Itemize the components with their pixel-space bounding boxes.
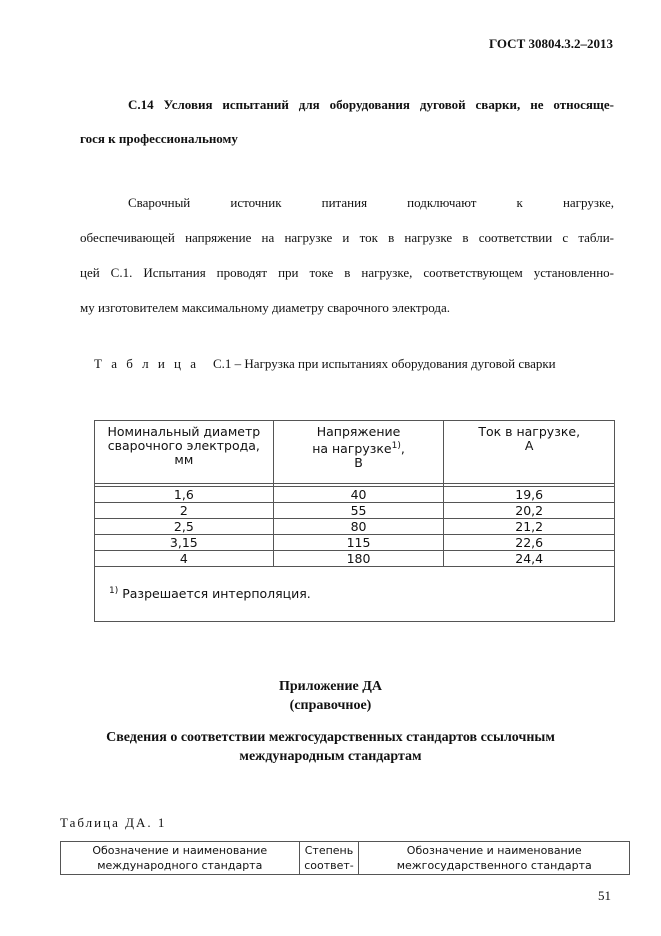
header-conformity-degree: Степень соответ- [299,842,359,875]
section-title-line1: C.14 Условия испытаний для оборудования дуговой сварки, не относяще- [128,97,614,112]
paragraph-line: му изготовителем максимальному диаметру сварочного электрода. [80,300,450,315]
header-electrode-diameter: Номинальный диаметр сварочного электрода, мм [95,421,274,484]
paragraph-line: обеспечивающей напряжение на нагрузке и ток в нагрузке в соответствии с табли- [80,230,614,245]
standard-code: ГОСТ 30804.3.2–2013 [488,36,613,51]
table2-caption: Таблица ДА. 1 [60,815,167,830]
section-title [80,88,614,156]
header-load-current: Ток в нагрузке, А [444,421,615,484]
table-row: 1,6 40 19,6 [95,487,615,503]
load-table [94,420,615,622]
table-row: 3,15 115 22,6 [95,535,615,551]
table1-caption [94,356,556,372]
table-row: 4 180 24,4 [95,551,615,567]
section-title-line2: гося к профессиональному [80,131,238,146]
table1-header-row [95,421,615,484]
table1-footnote-row [95,567,615,622]
page-number: 51 [598,888,611,903]
table-row: 2 55 20,2 [95,503,615,519]
table2-header-row [61,842,630,875]
standards-correspondence-table [60,841,630,875]
table1-caption-prefix: Т а б л и ц а [94,356,199,371]
paragraph-line: цей С.1. Испытания проводят при токе в нагрузке, соответствующем установленно- [80,265,614,280]
table-row: 2,5 80 21,2 [95,519,615,535]
table1-footnote: $^{1)}$ Разрешается интерполяция. [95,567,615,622]
appendix-heading: Сведения о соответствии межгосударственных стандартов ссылочным международным стандартам [106,730,555,764]
header-interstate-standard: Обозначение и наименование межгосударственного стандарта [359,842,630,875]
header-international-standard: Обозначение и наименование международного стандарта [61,842,300,875]
table1-caption-text: С.1 – Нагрузка при испытаниях оборудования дуговой сварки [213,356,556,371]
paragraph-line: Сварочный источник питания подключают к нагрузке, [128,195,614,210]
appendix-title: Приложение ДА (справочное) [278,679,383,713]
header-load-voltage: Напряжение на нагрузке$^{1)}$, В [273,421,444,484]
appendix-subtitle: (справочное) [289,698,372,713]
body-paragraph [80,185,614,325]
